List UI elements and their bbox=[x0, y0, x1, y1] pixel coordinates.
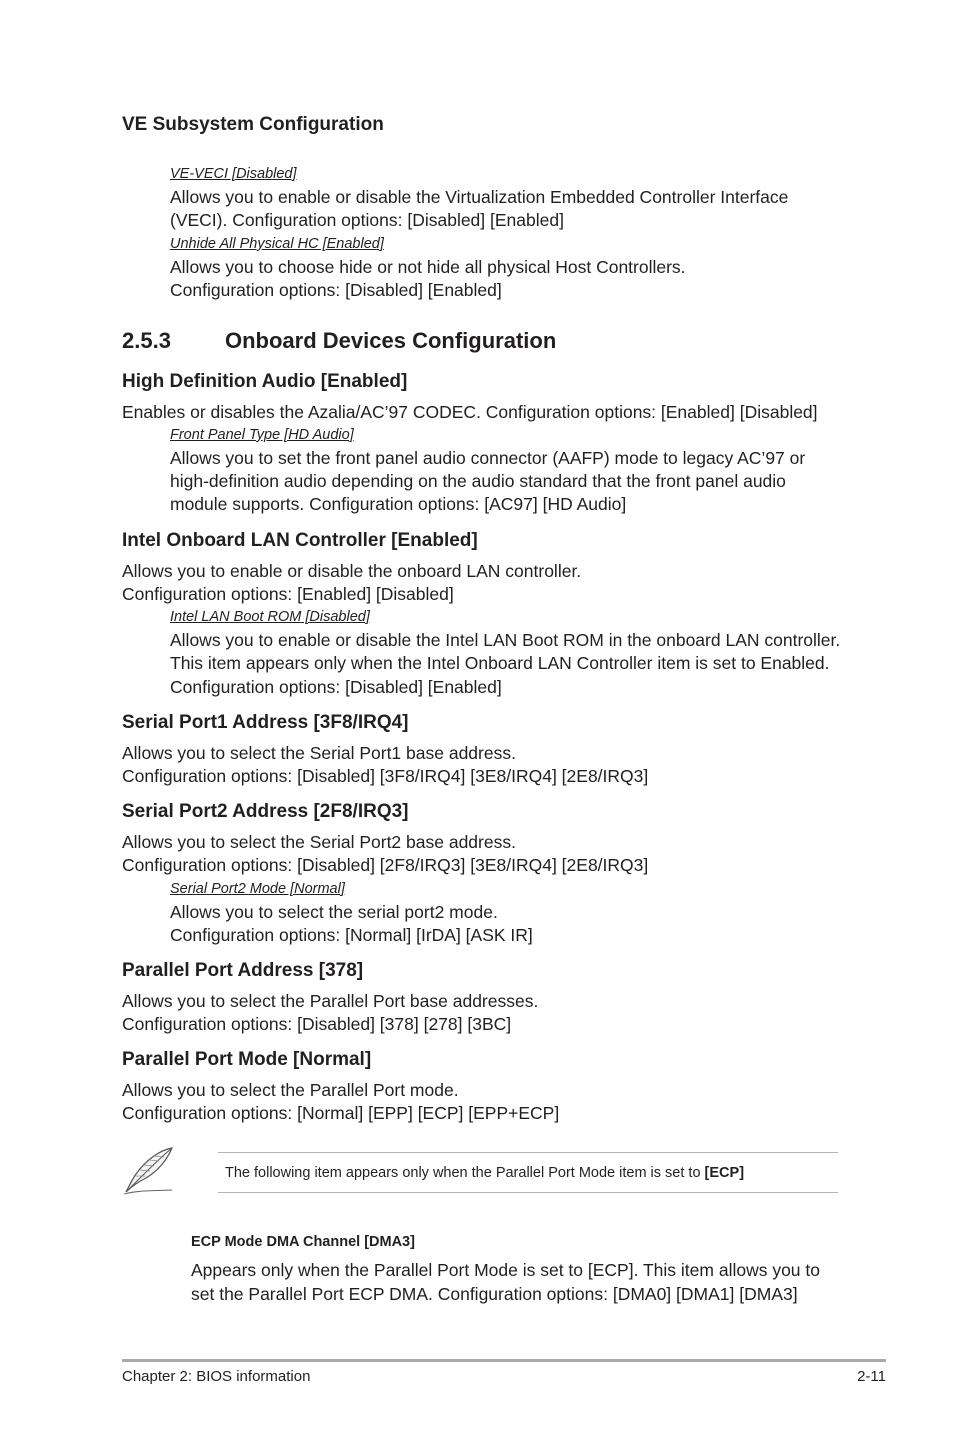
front-panel-line-2: high-definition audio depending on the audio standard that the front panel audio bbox=[170, 471, 786, 491]
note-emphasis: [ECP] bbox=[704, 1165, 745, 1181]
lan-boot-rom-line-1: Allows you to enable or disable the Intel LAN Boot ROM in the onboard LAN controller. bbox=[170, 630, 841, 650]
serial1-heading: Serial Port1 Address [3F8/IRQ4] bbox=[122, 712, 409, 733]
lan-line-1: Allows you to enable or disable the onboard LAN controller. bbox=[122, 561, 582, 581]
lan-boot-rom-line-2: This item appears only when the Intel Onboard LAN Controller item is set to Enabled. bbox=[170, 653, 830, 673]
parallel-address-line-1: Allows you to select the Parallel Port base addresses. bbox=[122, 991, 539, 1011]
lan-boot-rom-line-3: Configuration options: [Disabled] [Enabled] bbox=[170, 677, 502, 697]
page-number: 2-11 bbox=[857, 1368, 886, 1385]
ecp-line-2: set the Parallel Port ECP DMA. Configuration options: [DMA0] [DMA1] [DMA3] bbox=[191, 1284, 798, 1304]
ecp-heading: ECP Mode DMA Channel [DMA3] bbox=[191, 1234, 415, 1250]
footer-chapter: Chapter 2: BIOS information bbox=[122, 1368, 311, 1385]
serial2-heading: Serial Port2 Address [2F8/IRQ3] bbox=[122, 801, 409, 822]
note-top-rule bbox=[218, 1152, 838, 1153]
note-text bbox=[225, 1165, 744, 1181]
unhide-hc-line-2: Configuration options: [Disabled] [Enabled] bbox=[170, 280, 502, 300]
feather-pen-icon bbox=[120, 1144, 178, 1196]
serial2-mode-line-2: Configuration options: [Normal] [IrDA] [ASK IR] bbox=[170, 925, 533, 945]
parallel-address-line-2: Configuration options: [Disabled] [378] [278] [3BC] bbox=[122, 1014, 512, 1034]
section-title: Onboard Devices Configuration bbox=[225, 328, 557, 353]
lan-line-2: Configuration options: [Enabled] [Disabled] bbox=[122, 584, 454, 604]
veci-line-2: (VECI). Configuration options: [Disabled] [Enabled] bbox=[170, 210, 564, 230]
lan-heading: Intel Onboard LAN Controller [Enabled] bbox=[122, 530, 478, 551]
veci-line-1: Allows you to enable or disable the Virtualization Embedded Controller Interface bbox=[170, 187, 789, 207]
serial2-line-2: Configuration options: [Disabled] [2F8/IRQ3] [3E8/IRQ4] [2E8/IRQ3] bbox=[122, 855, 649, 875]
front-panel-subheading: Front Panel Type [HD Audio] bbox=[170, 427, 354, 443]
footer-rule bbox=[122, 1359, 886, 1362]
unhide-hc-line-1: Allows you to choose hide or not hide all physical Host Controllers. bbox=[170, 257, 686, 277]
ve-subsystem-heading: VE Subsystem Configuration bbox=[122, 114, 384, 135]
front-panel-line-1: Allows you to set the front panel audio connector (AAFP) mode to legacy AC’97 or bbox=[170, 448, 806, 468]
serial1-line-2: Configuration options: [Disabled] [3F8/IRQ4] [3E8/IRQ4] [2E8/IRQ3] bbox=[122, 766, 649, 786]
parallel-address-heading: Parallel Port Address [378] bbox=[122, 960, 364, 981]
section-number: 2.5.3 bbox=[122, 328, 171, 353]
ecp-line-1: Appears only when the Parallel Port Mode is set to [ECP]. This item allows you to bbox=[191, 1260, 821, 1280]
serial2-mode-line-1: Allows you to select the serial port2 mode. bbox=[170, 902, 498, 922]
veci-subheading: VE-VECI [Disabled] bbox=[170, 166, 297, 182]
note-text-body: The following item appears only when the Parallel Port Mode item is set to bbox=[225, 1165, 705, 1181]
front-panel-line-3: module supports. Configuration options: [AC97] [HD Audio] bbox=[170, 494, 627, 514]
unhide-hc-subheading: Unhide All Physical HC [Enabled] bbox=[170, 236, 384, 252]
hda-heading: High Definition Audio [Enabled] bbox=[122, 371, 408, 392]
parallel-mode-line-1: Allows you to select the Parallel Port mode. bbox=[122, 1080, 459, 1100]
parallel-mode-heading: Parallel Port Mode [Normal] bbox=[122, 1049, 372, 1070]
note-bottom-rule bbox=[218, 1192, 838, 1193]
serial2-mode-subheading: Serial Port2 Mode [Normal] bbox=[170, 881, 345, 897]
parallel-mode-line-2: Configuration options: [Normal] [EPP] [ECP] [EPP+ECP] bbox=[122, 1103, 560, 1123]
lan-boot-rom-subheading: Intel LAN Boot ROM [Disabled] bbox=[170, 609, 370, 625]
serial2-line-1: Allows you to select the Serial Port2 base address. bbox=[122, 832, 516, 852]
hda-line-1: Enables or disables the Azalia/AC’97 CODEC. Configuration options: [Enabled] [Disabled] bbox=[122, 402, 818, 422]
serial1-line-1: Allows you to select the Serial Port1 base address. bbox=[122, 743, 516, 763]
